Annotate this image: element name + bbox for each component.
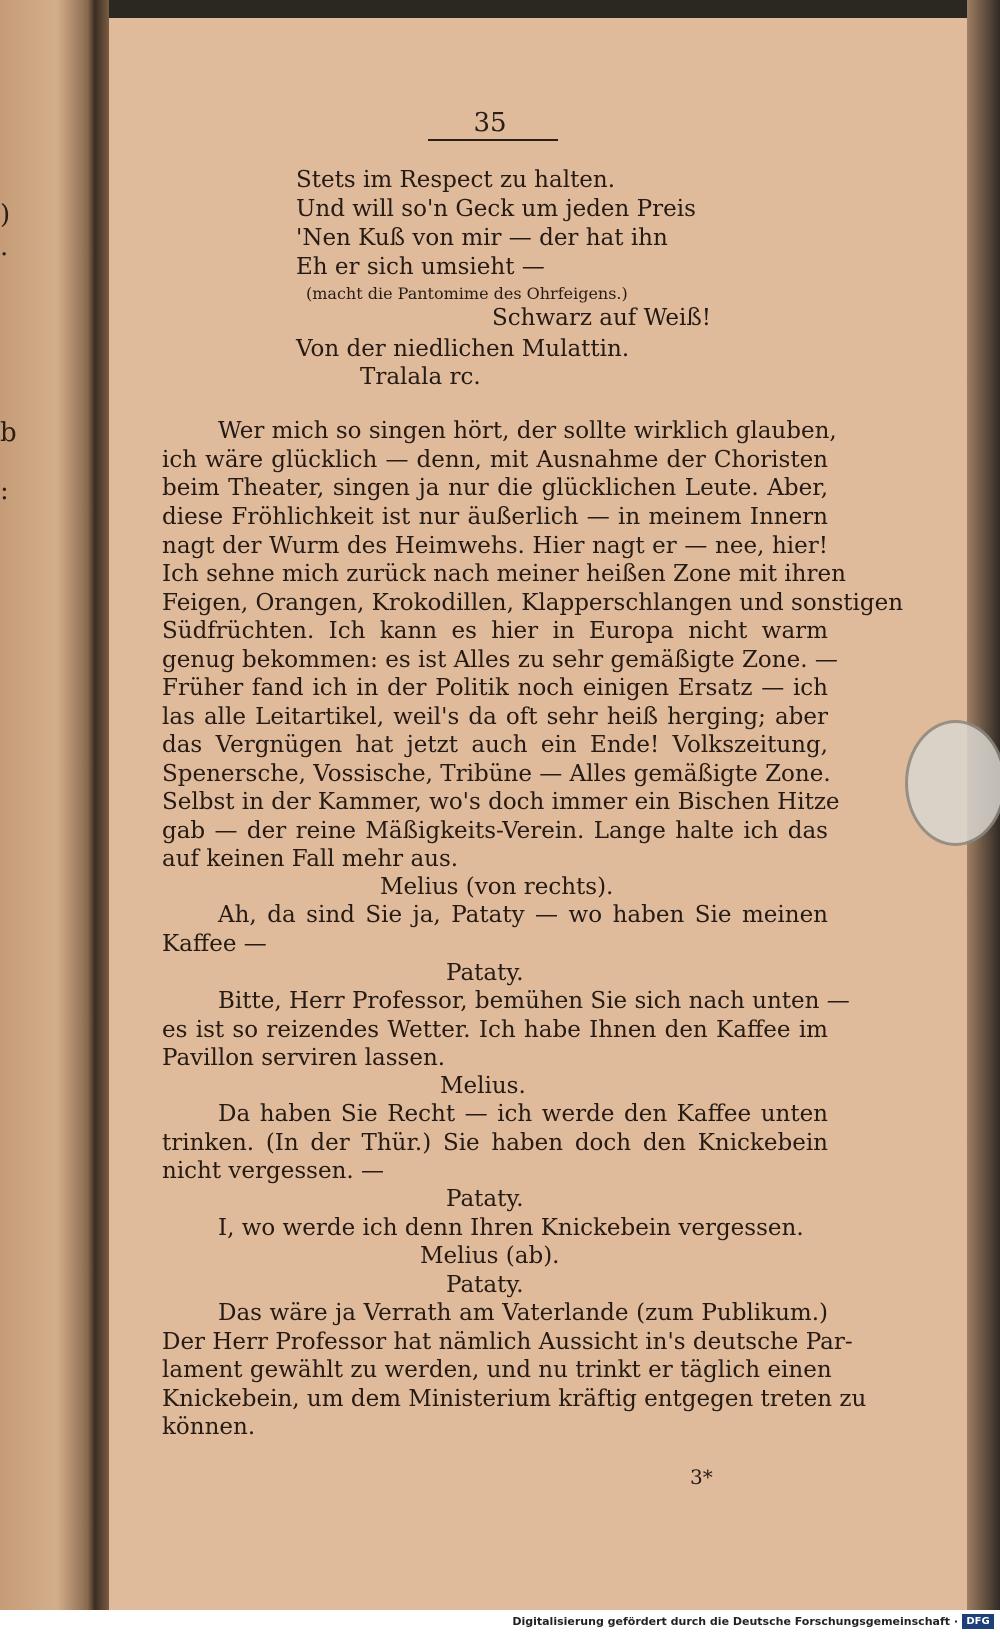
speaker-name: Pataty. xyxy=(446,960,524,986)
dialogue-line: Der Herr Professor hat nämlich Aussicht in's deutsche Par- xyxy=(162,1329,853,1355)
page-number-rule xyxy=(428,139,558,141)
dialogue-line: Knickebein, um dem Ministerium kräftig entgegen treten zu xyxy=(162,1386,867,1412)
left-page-edge xyxy=(0,0,95,1610)
dialogue-line: I, wo werde ich denn Ihren Knickebein vergessen. xyxy=(218,1215,804,1241)
speaker-name: Pataty. xyxy=(446,1186,524,1212)
prose-line: genug bekommen: es ist Alles zu sehr gemäßigte Zone. — xyxy=(162,647,838,673)
dialogue-line: Bitte, Herr Professor, bemühen Sie sich nach unten — xyxy=(218,988,850,1014)
speaker-name: Pataty. xyxy=(446,1272,524,1298)
footer-credit: Digitalisierung gefördert durch die Deutsche Forschungsgemeinschaft · xyxy=(512,1615,958,1628)
prose-line: Wer mich so singen hört, der sollte wirklich glauben, xyxy=(218,418,837,444)
verse-line: Tralala rc. xyxy=(360,364,481,390)
left-page-fragment: ) xyxy=(0,200,11,230)
dialogue-line: können. xyxy=(162,1414,256,1440)
prose-line: Spenersche, Vossische, Tribüne — Alles gemäßigte Zone. xyxy=(162,761,831,787)
verse-line: Eh er sich umsieht — xyxy=(296,254,545,280)
dialogue-line: Das wäre ja Verrath am Vaterlande (zum Publikum.) xyxy=(218,1300,828,1326)
prose-line: Früher fand ich in der Politik noch einigen Ersatz — ich xyxy=(162,675,828,701)
prose-line: gab — der reine Mäßigkeits-Verein. Lange halte ich das xyxy=(162,818,828,844)
verse-line: 'Nen Kuß von mir — der hat ihn xyxy=(296,225,668,251)
verse-line: Und will so'n Geck um jeden Preis xyxy=(296,196,696,222)
prose-line: Selbst in der Kammer, wo's doch immer ein Bischen Hitze xyxy=(162,789,840,815)
prose-line: Feigen, Orangen, Krokodillen, Klapperschlangen und sonstigen xyxy=(162,590,904,616)
prose-line: ich wäre glücklich — denn, mit Ausnahme der Choristen xyxy=(162,447,828,473)
prose-line: nagt der Wurm des Heimwehs. Hier nagt er — nee, hier! xyxy=(162,533,828,559)
dialogue-line: Da haben Sie Recht — ich werde den Kaffee unten xyxy=(218,1101,828,1127)
prose-line: Ich sehne mich zurück nach meiner heißen Zone mit ihren xyxy=(162,561,846,587)
dialogue-line: Pavillon serviren lassen. xyxy=(162,1045,446,1071)
page-clip xyxy=(905,720,1000,846)
dialogue-line: Kaffee — xyxy=(162,931,267,957)
dialogue-line: es ist so reizendes Wetter. Ich habe Ihnen den Kaffee im xyxy=(162,1017,828,1043)
book-gutter xyxy=(95,0,109,1610)
dialogue-line: Ah, da sind Sie ja, Pataty — wo haben Sie meinen xyxy=(218,902,828,928)
speaker-name: Melius. xyxy=(440,1073,526,1099)
left-page-fragment: : xyxy=(0,476,9,506)
left-page-fragment: . xyxy=(0,232,9,262)
speaker-name: Melius (von rechts). xyxy=(380,874,614,900)
signature-mark: 3* xyxy=(690,1465,713,1489)
verse-line: Von der niedlichen Mulattin. xyxy=(296,336,630,362)
verse-line: Stets im Respect zu halten. xyxy=(296,167,616,193)
prose-line: auf keinen Fall mehr aus. xyxy=(162,846,459,872)
prose-line: beim Theater, singen ja nur die glücklichen Leute. Aber, xyxy=(162,475,828,501)
stage-direction: (macht die Pantomime des Ohrfeigens.) xyxy=(306,284,628,303)
speaker-name: Melius (ab). xyxy=(420,1243,560,1269)
prose-line: las alle Leitartikel, weil's da oft sehr heiß herging; aber xyxy=(162,704,828,730)
page-number: 35 xyxy=(473,108,507,138)
prose-line: Südfrüchten. Ich kann es hier in Europa nicht warm xyxy=(162,618,828,644)
dialogue-line: trinken. (In der Thür.) Sie haben doch den Knickebein xyxy=(162,1130,828,1156)
dfg-logo: DFG xyxy=(962,1614,994,1629)
footer-bar xyxy=(0,1610,1000,1635)
prose-line: das Vergnügen hat jetzt auch ein Ende! Volkszeitung, xyxy=(162,732,828,758)
left-page-fragment: b xyxy=(0,418,17,448)
dialogue-line: nicht vergessen. — xyxy=(162,1158,385,1184)
dialogue-line: lament gewählt zu werden, und nu trinkt er täglich einen xyxy=(162,1357,832,1383)
verse-line: Schwarz auf Weiß! xyxy=(492,305,711,331)
prose-line: diese Fröhlichkeit ist nur äußerlich — in meinem Innern xyxy=(162,504,828,530)
